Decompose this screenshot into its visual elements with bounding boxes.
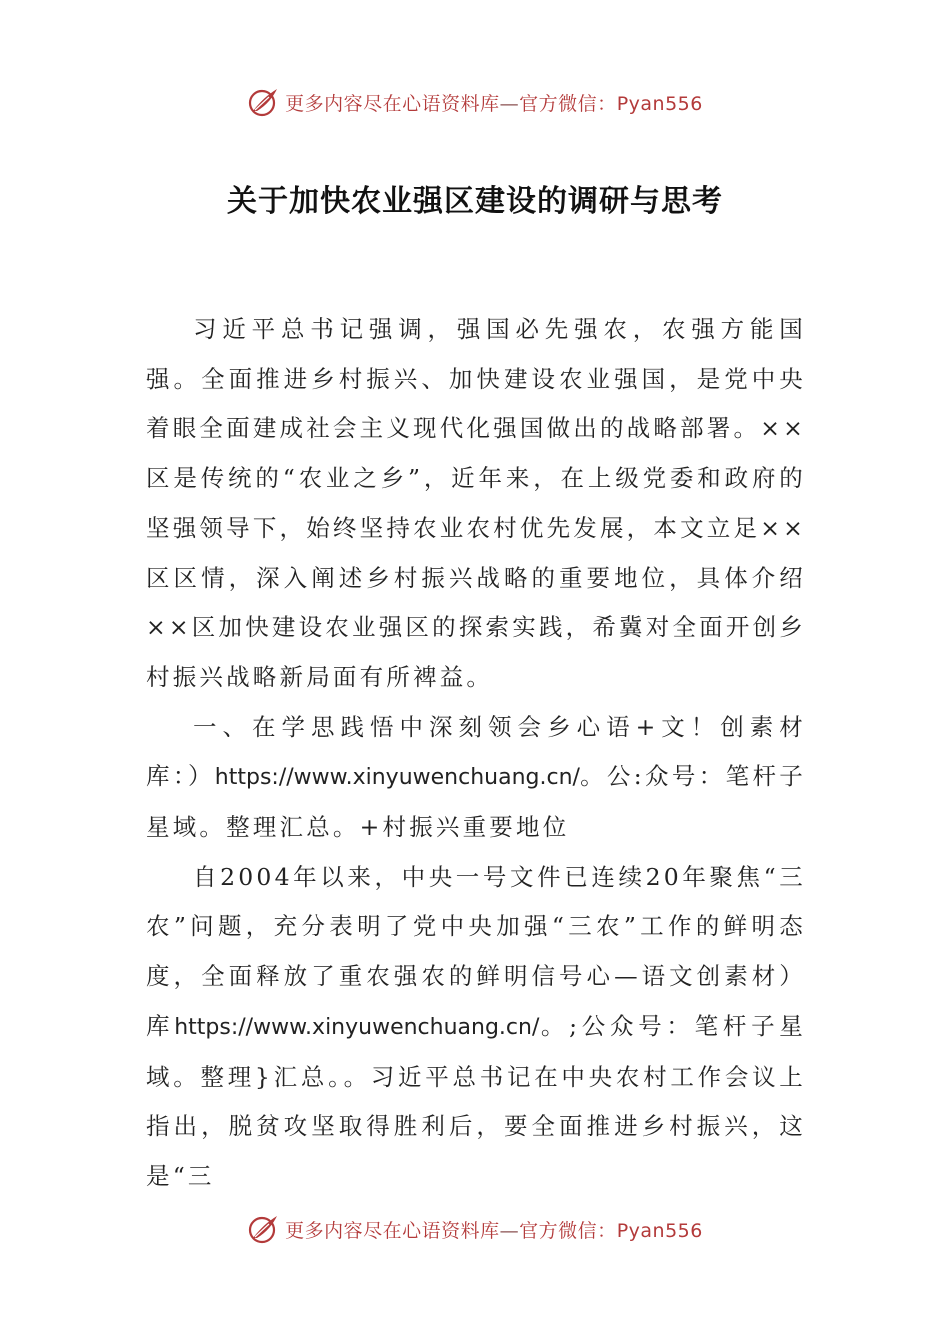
url-link[interactable]: https://www.xinyuwenchuang.cn/ — [174, 1014, 540, 1040]
paragraph-intro: 习近平总书记强调，强国必先强农，农强方能国强。全面推进乡村振兴、加快建设农业强国，是党中央着眼全面建成社会主义现代化强国做出的战略部署。××区是传统的“农业之乡”，近年来，在上级党委和政府的坚强领导下，始终坚持农业农村优先发展，本文立足××区区情，深入阐述乡村振兴战略的重要地位，具体介绍××区加快建设农业强区的探索实践，希冀对全面开创乡村振兴战略新局面有所裨益。 — [146, 315, 806, 691]
quill-logo-icon — [247, 1212, 281, 1246]
banner-wechat-id: Pyan556 — [616, 1219, 703, 1242]
paragraph-section-heading — [146, 703, 806, 853]
paragraph-body-tail: 。;公众号：笔杆子星域。整理}汇总。。习近平总书记在中央农村工作会议上指出，脱贫攻坚取得胜利后，要全面推进乡村振兴，这是“三 — [146, 1011, 807, 1190]
banner-site-name: 更多内容尽在心语资料库 — [285, 1219, 500, 1242]
banner-official-label: 官方微信： — [519, 92, 617, 115]
section-heading-text: 一、在学思践悟中深刻领会乡心语+文！创素材库：） — [146, 712, 806, 791]
url-link[interactable]: https://www.xinyuwenchuang.cn/ — [214, 765, 580, 791]
banner-site-name: 更多内容尽在心语资料库 — [285, 92, 500, 115]
banner-text — [285, 89, 703, 116]
banner-official-label: 官方微信： — [519, 1219, 617, 1242]
banner-wechat-id: Pyan556 — [616, 92, 703, 115]
quill-logo-icon — [247, 85, 281, 119]
document-title: 关于加快农业强区建设的调研与思考 — [227, 184, 723, 219]
paragraph-body — [146, 853, 806, 1202]
paragraph-body-text: 自2004年以来，中央一号文件已连续20年聚焦“三农”问题，充分表明了党中央加强“三农”工作的鲜明态度，全面释放了重农强农的鲜明信号心—语文创素材）库 — [146, 862, 806, 1040]
section-heading-tail: 。公:众号：笔杆子星域。整理汇总。+村振兴重要地位 — [146, 762, 806, 842]
document-body — [146, 305, 806, 1202]
banner-text — [285, 1216, 703, 1243]
banner-separator: — — [499, 1219, 520, 1242]
footer-banner — [0, 1209, 950, 1249]
banner-separator: — — [499, 92, 520, 115]
header-banner — [0, 82, 950, 122]
